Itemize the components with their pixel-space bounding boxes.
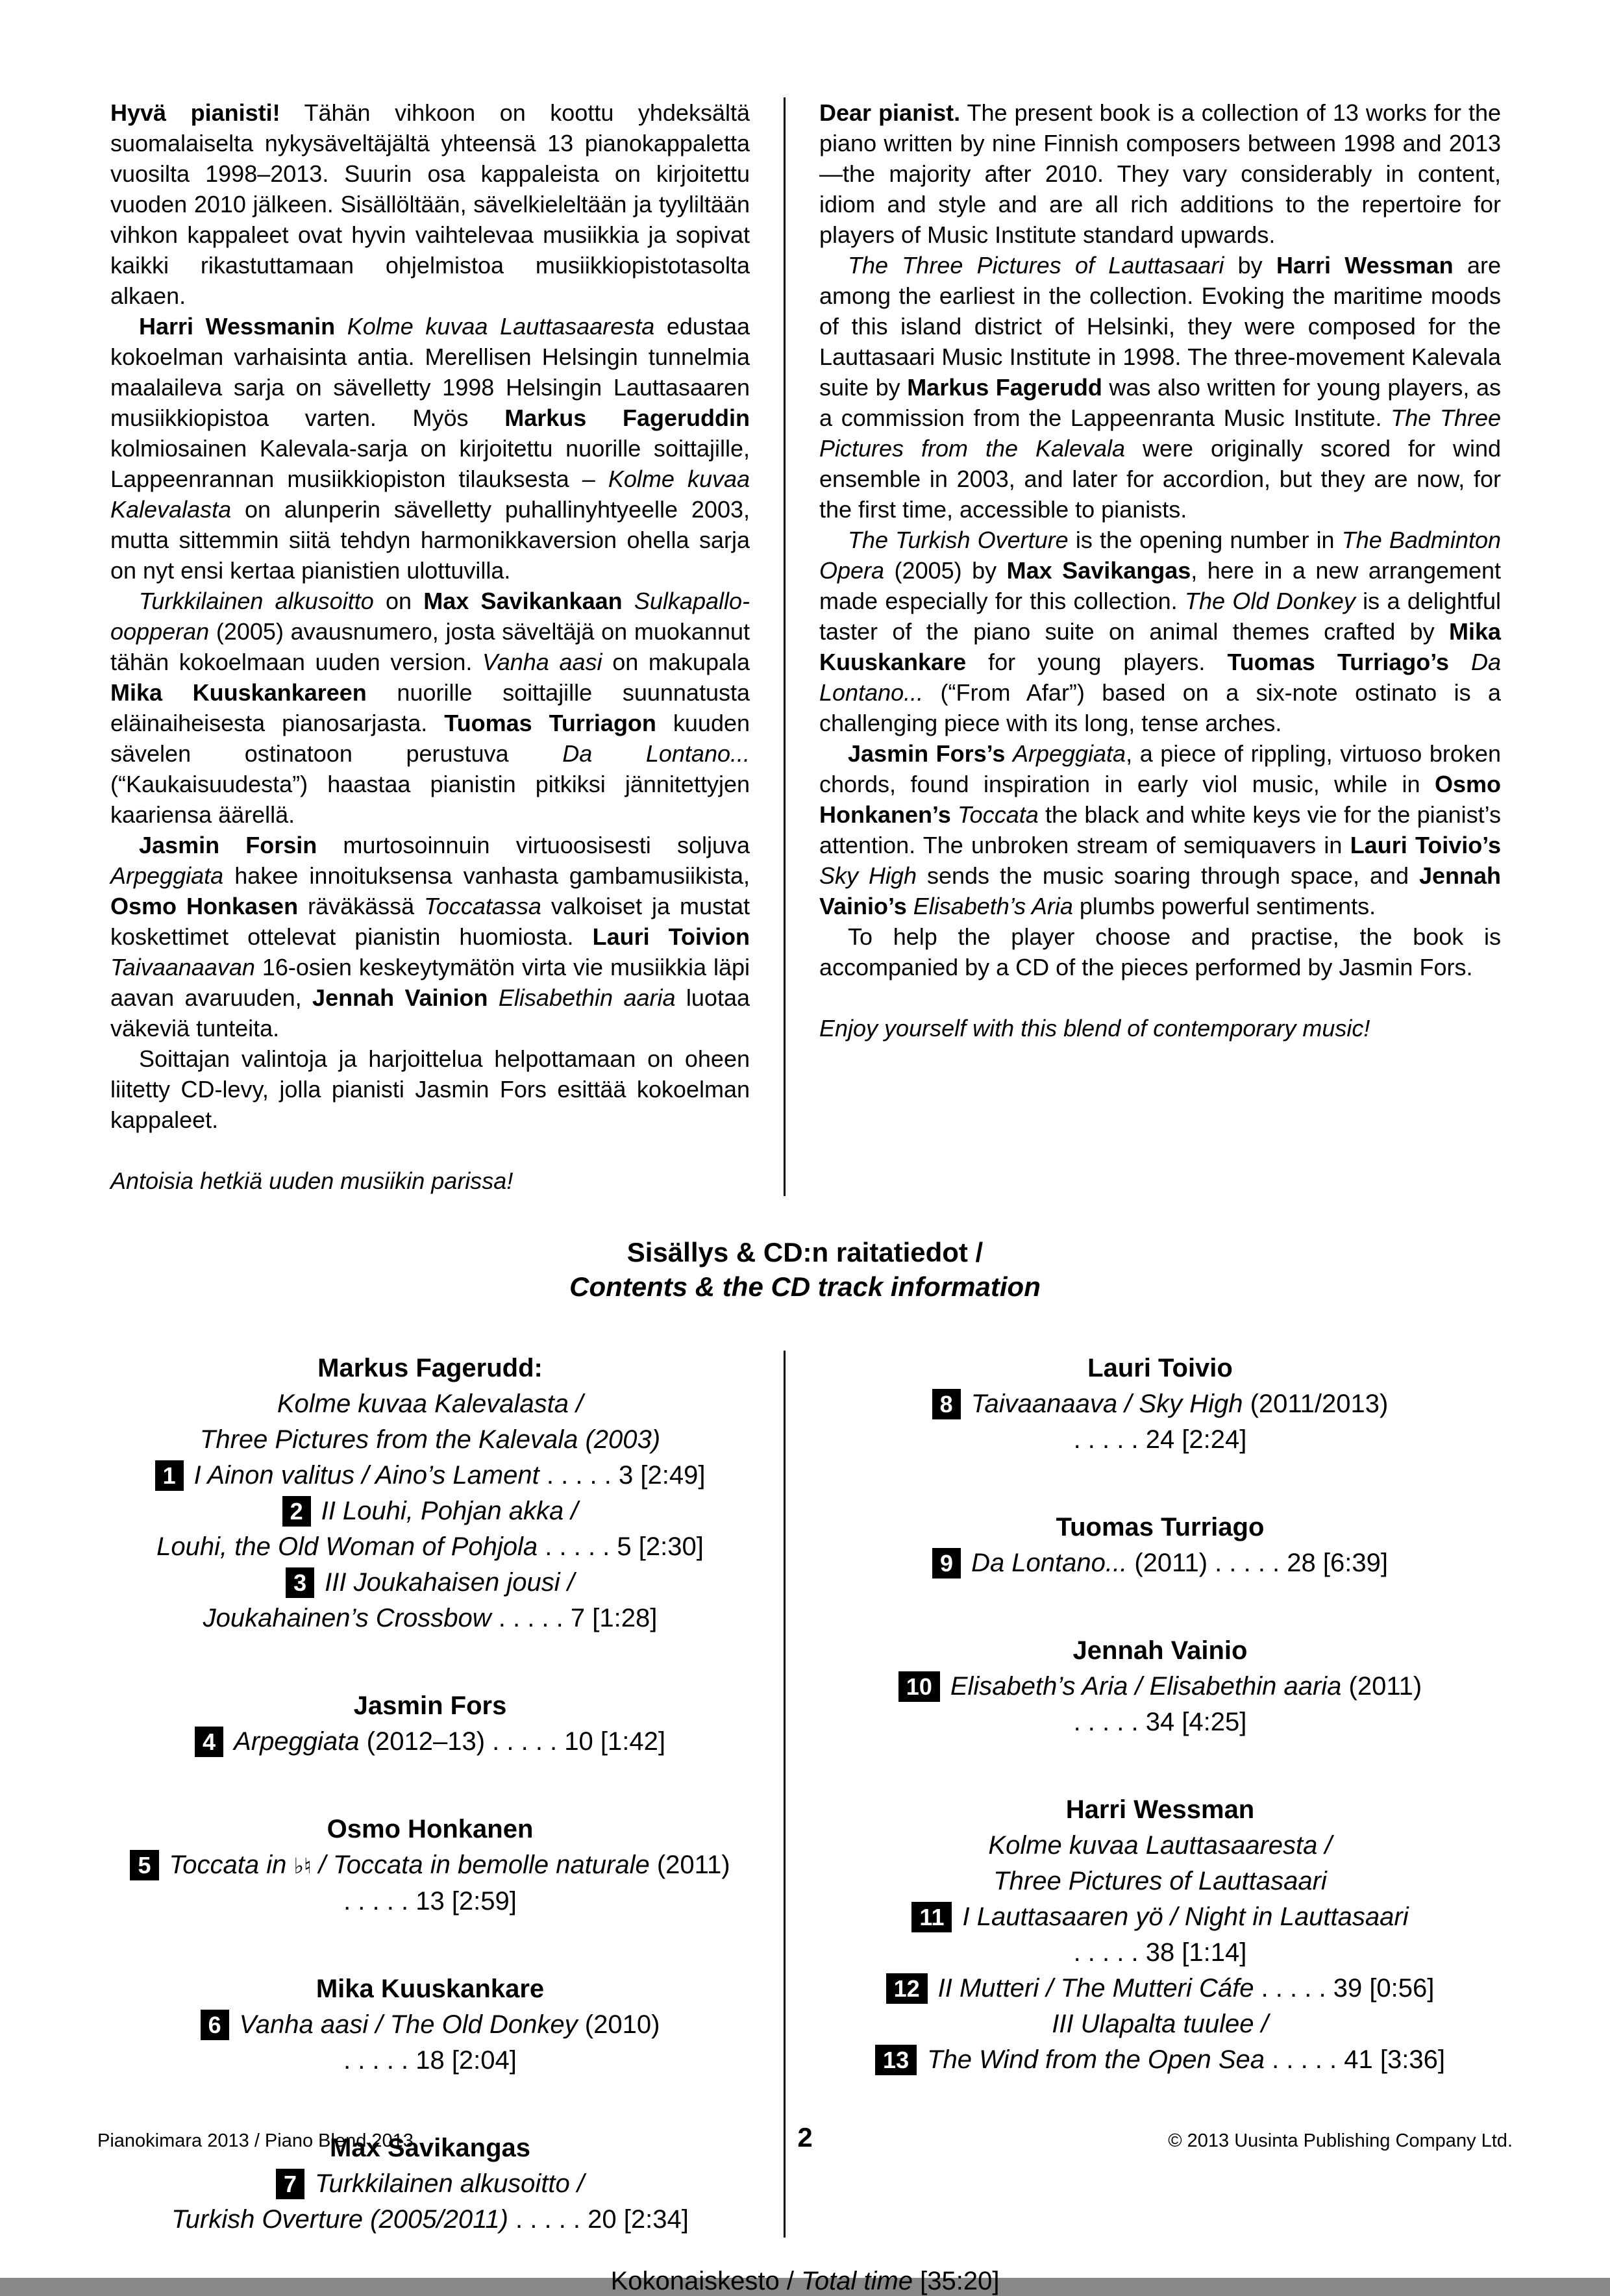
track-item bbox=[819, 1669, 1501, 1704]
text-run: is a delightful taster of the piano suite on animal themes crafted by bbox=[819, 588, 1501, 645]
text-run: Osmo Honkanen’s bbox=[819, 771, 1501, 828]
text-run: (2012–13) . . . . . 10 [1:42] bbox=[359, 1727, 665, 1756]
text-run: Max Savikankaan bbox=[423, 588, 623, 614]
text-run: Jennah Vainio bbox=[1072, 1636, 1248, 1665]
contents-heading-english: Contents & the CD track information bbox=[569, 1271, 1041, 1302]
text-run: Tähän vihkoon on koottu yhdeksältä suomalaiselta nykysäveltäjältä yhteensä 13 pianokappaletta vuosilta 1998–2013. Suurin osa kappaleista on kirjoitettu vuoden 2010 jälkeen. Sisällöltään, sävelkieleltään ja tyyliltään vihkon kappaleet ovat hyvin vaihtelevaa musiikkia ja sopivat kaikki rikastuttamaan ohjelmistoa musiikkiopistotasolta alkaen. bbox=[110, 99, 750, 309]
text-run: , a piece of rippling, virtuoso broken chords, found inspiration in early viol music, while in bbox=[819, 740, 1501, 797]
text-run: Max Savikangas bbox=[329, 2134, 531, 2162]
text-run: 16-osien keskeytymätön virta vie musiikkia läpi aavan avaruuden, bbox=[110, 954, 750, 1011]
text-run: Sulkapallo-oopperan bbox=[110, 588, 750, 645]
text-run: Elisabeth’s Aria bbox=[913, 893, 1073, 919]
text-run: Markus Fageruddin bbox=[504, 405, 750, 431]
text-run: To help the player choose and practise, the book is accompanied by a CD of the pieces performed by Jasmin Fors. bbox=[819, 923, 1501, 980]
text-run: I Lauttasaaren yö / Night in Lauttasaari bbox=[962, 1903, 1409, 1931]
paragraph bbox=[819, 250, 1501, 525]
text-run: (2005) by bbox=[884, 557, 1007, 584]
track-number-badge: 3 bbox=[286, 1567, 314, 1598]
text-run bbox=[951, 801, 958, 828]
text-run: The Three Pictures from the Kalevala bbox=[819, 405, 1502, 462]
track-item bbox=[819, 1386, 1501, 1422]
text-run: sends the music soaring through space, and bbox=[917, 862, 1419, 889]
text-run: (2005) avausnumero, josta säveltäjä on muokannut tähän kokoelmaan uuden version. bbox=[110, 618, 750, 675]
text-run: Three Pictures of Lauttasaari bbox=[993, 1867, 1327, 1895]
text-run: Total time bbox=[801, 2267, 913, 2295]
footer-copyright: © 2013 Uusinta Publishing Company Ltd. bbox=[1168, 2130, 1513, 2151]
text-run: luotaa väkeviä tunteita. bbox=[110, 984, 750, 1042]
composer-group bbox=[819, 1633, 1501, 1740]
track-number-badge: 13 bbox=[875, 2045, 917, 2075]
track-item bbox=[110, 2166, 750, 2202]
text-run: Kolme kuvaa Kalevalasta bbox=[110, 466, 750, 523]
text-run: (2011) bbox=[1341, 1672, 1422, 1701]
text-run: Elisabethin aaria bbox=[498, 984, 676, 1011]
text-run: (2011/2013) bbox=[1243, 1390, 1389, 1418]
text-run: Three Pictures from the Kalevala (2003) bbox=[199, 1425, 661, 1454]
track-item bbox=[110, 1724, 750, 1760]
composer-name bbox=[819, 1351, 1501, 1386]
contents-line bbox=[819, 1935, 1501, 1971]
text-run: (2010) bbox=[577, 2010, 660, 2039]
text-run: Antoisia hetkiä uuden musiikin parissa! bbox=[110, 1167, 514, 1194]
text-run: . . . . . 38 [1:14] bbox=[1073, 1938, 1247, 1967]
text-run: Arpeggiata bbox=[110, 862, 224, 889]
composer-group bbox=[110, 1351, 750, 1636]
text-run: are among the earliest in the collection. Evoking the maritime moods of this island district of Helsinki, they were composed for the Lauttasaari Music Institute in 1998. The three-movement Kalevala suite by bbox=[819, 252, 1501, 401]
text-run: Soittajan valintoja ja harjoittelua helpottamaan on oheen liitetty CD-levy, jolla pianisti Jasmin Fors esittää kokoelman kappaleet. bbox=[110, 1045, 750, 1133]
paragraph bbox=[819, 525, 1501, 738]
text-run: Jasmin Fors’s bbox=[848, 740, 1006, 767]
text-run: Turkkilainen alkusoitto bbox=[139, 588, 374, 614]
composer-name bbox=[819, 1633, 1501, 1669]
text-run: Osmo Honkanen bbox=[327, 1815, 534, 1843]
text-run: Harri Wessmanin bbox=[139, 313, 336, 340]
paragraph bbox=[110, 97, 750, 311]
text-run: Kokonaiskesto / bbox=[610, 2267, 802, 2295]
text-run: II Mutteri / The Mutteri Cáfe bbox=[937, 1974, 1254, 2003]
text-run: on alunperin sävelletty puhallinyhtyeelle 2003, mutta sittemmin siitä tehdyn harmonikkaversion ohella sarja on nyt ensi kertaa pianistien ulottuvilla. bbox=[110, 496, 750, 584]
contents-line bbox=[110, 1884, 750, 1919]
text-run: Mika Kuuskankareen bbox=[110, 679, 367, 706]
text-run: Tuomas Turriago bbox=[1056, 1513, 1265, 1541]
text-run: Lauri Toivion bbox=[592, 923, 750, 950]
text-run: Taivaanaavan bbox=[110, 954, 255, 980]
track-number-badge: 4 bbox=[195, 1727, 223, 1757]
preface-finnish-column bbox=[110, 97, 750, 1196]
text-run: Louhi, the Old Woman of Pohjola bbox=[156, 1532, 538, 1561]
text-run: Lauri Toivio bbox=[1087, 1354, 1233, 1382]
contents-line bbox=[110, 2202, 750, 2238]
text-run: . . . . . 7 [1:28] bbox=[491, 1604, 658, 1632]
text-run: / Toccata in bemolle naturale bbox=[311, 1851, 650, 1879]
composer-name bbox=[110, 1971, 750, 2007]
paragraph bbox=[819, 921, 1501, 982]
text-run: . . . . . 39 [0:56] bbox=[1254, 1974, 1435, 2003]
text-run: The Wind from the Open Sea bbox=[927, 2045, 1265, 2074]
text-run: Turkkilainen alkusoitto / bbox=[315, 2169, 585, 2198]
text-run: Kolme kuvaa Lauttasaaresta / bbox=[988, 1831, 1332, 1860]
composer-group bbox=[819, 1351, 1501, 1458]
text-run: plumbs powerful sentiments. bbox=[1072, 893, 1376, 919]
text-run: (2011) bbox=[649, 1851, 730, 1879]
text-run: on makupala bbox=[602, 649, 750, 675]
text-run bbox=[1005, 740, 1013, 767]
text-run: Elisabeth’s Aria / Elisabethin aaria bbox=[950, 1672, 1342, 1701]
text-run: Sky High bbox=[819, 862, 917, 889]
text-run: Taivaanaava / Sky High bbox=[971, 1390, 1243, 1418]
composer-group bbox=[819, 1792, 1501, 2078]
text-run: . . . . . 34 [4:25] bbox=[1073, 1708, 1247, 1736]
text-run: Dear pianist. bbox=[819, 99, 961, 126]
composer-name bbox=[110, 1351, 750, 1386]
contents-line bbox=[819, 1704, 1501, 1740]
total-time-line bbox=[0, 2267, 1610, 2296]
paragraph bbox=[110, 830, 750, 1043]
text-run: Harri Wessman bbox=[1276, 252, 1454, 279]
text-run: for young players. bbox=[966, 649, 1228, 675]
text-run: was also written for young players, as a commission from the Lappeenranta Music Institute. bbox=[819, 374, 1501, 431]
text-run: Jennah Vainion bbox=[312, 984, 488, 1011]
text-run: The Three Pictures of Lauttasaari bbox=[848, 252, 1224, 279]
text-run: Arpeggiata bbox=[234, 1727, 360, 1756]
text-run: Harri Wessman bbox=[1065, 1795, 1255, 1824]
contents-heading-finnish: Sisällys & CD:n raitatiedot / bbox=[626, 1237, 984, 1267]
text-run: Da Lontano... bbox=[819, 649, 1501, 706]
paragraph bbox=[819, 97, 1501, 250]
composer-group bbox=[110, 1971, 750, 2078]
text-run: räväkässä bbox=[298, 893, 425, 919]
text-run bbox=[907, 893, 913, 919]
composer-name bbox=[110, 1812, 750, 1847]
paragraph bbox=[110, 311, 750, 586]
text-run: on bbox=[373, 588, 424, 614]
text-run: The Badminton Opera bbox=[819, 527, 1501, 584]
contents-line bbox=[819, 1864, 1501, 1899]
text-run: III Ulapalta tuulee / bbox=[1052, 2010, 1269, 2038]
text-run: Arpeggiata bbox=[1012, 740, 1126, 767]
text-run: Vanha aasi bbox=[482, 649, 602, 675]
text-run: Lauri Toivio’s bbox=[1350, 832, 1501, 858]
contents-left-column bbox=[110, 1351, 750, 2238]
track-number-badge: 2 bbox=[282, 1496, 311, 1527]
text-run: Kolme kuvaa Kalevalasta / bbox=[277, 1390, 584, 1418]
contents-line bbox=[819, 1422, 1501, 1458]
text-run: [35:20] bbox=[913, 2267, 1000, 2295]
composer-group bbox=[819, 1510, 1501, 1581]
track-item bbox=[110, 1847, 750, 1884]
text-run: Markus Fagerudd bbox=[907, 374, 1102, 401]
track-number-badge: 6 bbox=[201, 2010, 229, 2040]
page-footer bbox=[97, 2122, 1513, 2153]
preface-english-column bbox=[819, 97, 1501, 1196]
text-run: . . . . . 24 [2:24] bbox=[1073, 1425, 1247, 1454]
footer-book-title: Pianokimara 2013 / Piano Blend 2013 bbox=[97, 2130, 414, 2151]
track-item bbox=[819, 1971, 1501, 2006]
text-run: Max Savikangas bbox=[1006, 557, 1191, 584]
track-number-badge: 1 bbox=[155, 1460, 184, 1491]
text-run bbox=[488, 984, 499, 1011]
contents-line bbox=[110, 1386, 750, 1422]
text-run: Vanha aasi / The Old Donkey bbox=[239, 2010, 578, 2039]
contents-line bbox=[819, 1828, 1501, 1864]
text-run: The Turkish Overture bbox=[848, 527, 1069, 553]
text-run: Toccata bbox=[958, 801, 1039, 828]
paragraph bbox=[110, 586, 750, 830]
text-run: (“Kaukaisuudesta”) haastaa pianistin pitkiksi jännitettyjen kaariensa äärellä. bbox=[110, 771, 750, 828]
text-run: . . . . . 18 [2:04] bbox=[343, 2046, 517, 2075]
text-run: Jasmin Fors bbox=[353, 1691, 507, 1720]
track-item bbox=[819, 2042, 1501, 2078]
track-number-badge: 8 bbox=[932, 1389, 961, 1419]
text-run: Markus Fagerudd: bbox=[317, 1354, 543, 1382]
track-number-badge: 9 bbox=[932, 1548, 961, 1578]
track-item bbox=[819, 1899, 1501, 1935]
text-run: the black and white keys vie for the pianist’s attention. The unbroken stream of semiquavers in bbox=[819, 801, 1501, 858]
composer-group bbox=[110, 1812, 750, 1919]
page-number: 2 bbox=[797, 2122, 813, 2152]
text-run: I Ainon valitus / Aino’s Lament bbox=[193, 1461, 539, 1490]
text-run bbox=[1449, 649, 1471, 675]
contents-line bbox=[110, 2043, 750, 2078]
text-run: . . . . . 41 [3:36] bbox=[1265, 2045, 1445, 2074]
track-item bbox=[110, 1565, 750, 1601]
text-run: Turkish Overture (2005/2011) bbox=[171, 2205, 508, 2234]
text-run: (“From Afar”) based on a six-note ostinato is a challenging piece with its long, tense arches. bbox=[819, 679, 1501, 736]
composer-group bbox=[110, 1688, 750, 1760]
text-run: is the opening number in bbox=[1068, 527, 1342, 553]
contents-heading bbox=[0, 1235, 1610, 1304]
track-item bbox=[110, 1458, 750, 1493]
text-run: . . . . . 5 [2:30] bbox=[538, 1532, 704, 1561]
closing-remark bbox=[110, 1166, 750, 1196]
text-run: Osmo Honkasen bbox=[110, 893, 299, 919]
track-number-badge: 10 bbox=[898, 1671, 940, 1702]
closing-remark bbox=[819, 1013, 1501, 1043]
track-number-badge: 12 bbox=[886, 1973, 928, 2004]
text-run: hakee innoituksensa vanhasta gambamusiikista, bbox=[223, 862, 750, 889]
text-run: murtosoinnuin virtuoosisesti soljuva bbox=[317, 832, 750, 858]
text-run: Enjoy yourself with this blend of contemporary music! bbox=[819, 1015, 1370, 1042]
contents-line bbox=[110, 1529, 750, 1565]
text-run: III Joukahaisen jousi / bbox=[325, 1568, 575, 1597]
text-run: Jasmin Forsin bbox=[139, 832, 317, 858]
text-run bbox=[335, 313, 347, 340]
text-run: Jennah Vainio’s bbox=[819, 862, 1501, 919]
column-divider bbox=[784, 97, 786, 1196]
text-run: , here in a new arrangement made especially for this collection. bbox=[819, 557, 1502, 614]
text-run: . . . . . 20 [2:34] bbox=[508, 2205, 689, 2234]
text-run: Tuomas Turriagon bbox=[444, 710, 656, 736]
text-run: by bbox=[1224, 252, 1276, 279]
text-run: edustaa kokoelman varhaisinta antia. Merellisen Helsingin tunnelmia maalaileva sarja on sävelletty 1998 Helsingin Lauttasaaren musiikkiopistoa varten. Myös bbox=[110, 313, 750, 431]
text-run: Toccatassa bbox=[424, 893, 541, 919]
text-run: Kolme kuvaa Lauttasaaresta bbox=[347, 313, 655, 340]
text-run bbox=[623, 588, 634, 614]
text-run: Toccata in bbox=[169, 1851, 294, 1879]
text-run: Mika Kuuskankare bbox=[819, 618, 1501, 675]
composer-name bbox=[819, 1510, 1501, 1545]
text-run: kolmiosainen Kalevala-sarja on kirjoitettu nuorille soittajille, Lappeenrannan musiikkiopiston tilauksesta – bbox=[110, 435, 750, 492]
contents-right-column bbox=[819, 1351, 1501, 2238]
column-divider bbox=[784, 1351, 786, 2238]
contents-line bbox=[110, 1601, 750, 1636]
text-run: valkoiset ja mustat koskettimet ottelevat pianistin huomiosta. bbox=[110, 893, 750, 950]
contents-line bbox=[110, 1422, 750, 1458]
track-item bbox=[819, 1545, 1501, 1581]
text-run: Tuomas Turriago’s bbox=[1227, 649, 1449, 675]
text-run: Hyvä pianisti! bbox=[110, 99, 280, 126]
text-run: (2011) . . . . . 28 [6:39] bbox=[1127, 1549, 1388, 1577]
track-number-badge: 7 bbox=[276, 2169, 304, 2199]
text-run: Da Lontano... bbox=[562, 740, 750, 767]
paragraph bbox=[110, 1043, 750, 1135]
text-run: Joukahainen’s Crossbow bbox=[203, 1604, 491, 1632]
composer-name bbox=[819, 1792, 1501, 1828]
text-run: . . . . . 3 [2:49] bbox=[539, 1461, 706, 1490]
text-run: II Louhi, Pohjan akka / bbox=[321, 1497, 578, 1525]
track-number-badge: 5 bbox=[130, 1850, 158, 1880]
contents-section bbox=[0, 1351, 1610, 2238]
text-run: The present book is a collection of 13 works for the piano written by nine Finnish composers between 1998 and 2013—the majority after 2010. They vary considerably in content, idiom and style and are all rich additions to the repertoire for players of Music Institute standard upwards. bbox=[819, 99, 1501, 248]
composer-name bbox=[110, 1688, 750, 1724]
text-run: nuorille soittajille suunnatusta eläinaiheisesta pianosarjasta. bbox=[110, 679, 750, 736]
track-number-badge: 11 bbox=[911, 1902, 952, 1932]
track-item bbox=[110, 2007, 750, 2043]
track-item bbox=[110, 1493, 750, 1529]
text-run: ♭♮ bbox=[293, 1854, 312, 1878]
text-run: Mika Kuuskankare bbox=[316, 1975, 545, 2003]
text-run: The Old Donkey bbox=[1185, 588, 1356, 614]
text-run: Da Lontano... bbox=[971, 1549, 1128, 1577]
contents-line bbox=[819, 2006, 1501, 2042]
text-run: kuuden sävelen ostinatoon perustuva bbox=[110, 710, 750, 767]
paragraph bbox=[819, 738, 1501, 921]
text-run: were originally scored for wind ensemble in 2003, and later for accordion, but they are now, for the first time, accessible to pianists. bbox=[819, 435, 1502, 523]
text-run: . . . . . 13 [2:59] bbox=[343, 1887, 517, 1915]
